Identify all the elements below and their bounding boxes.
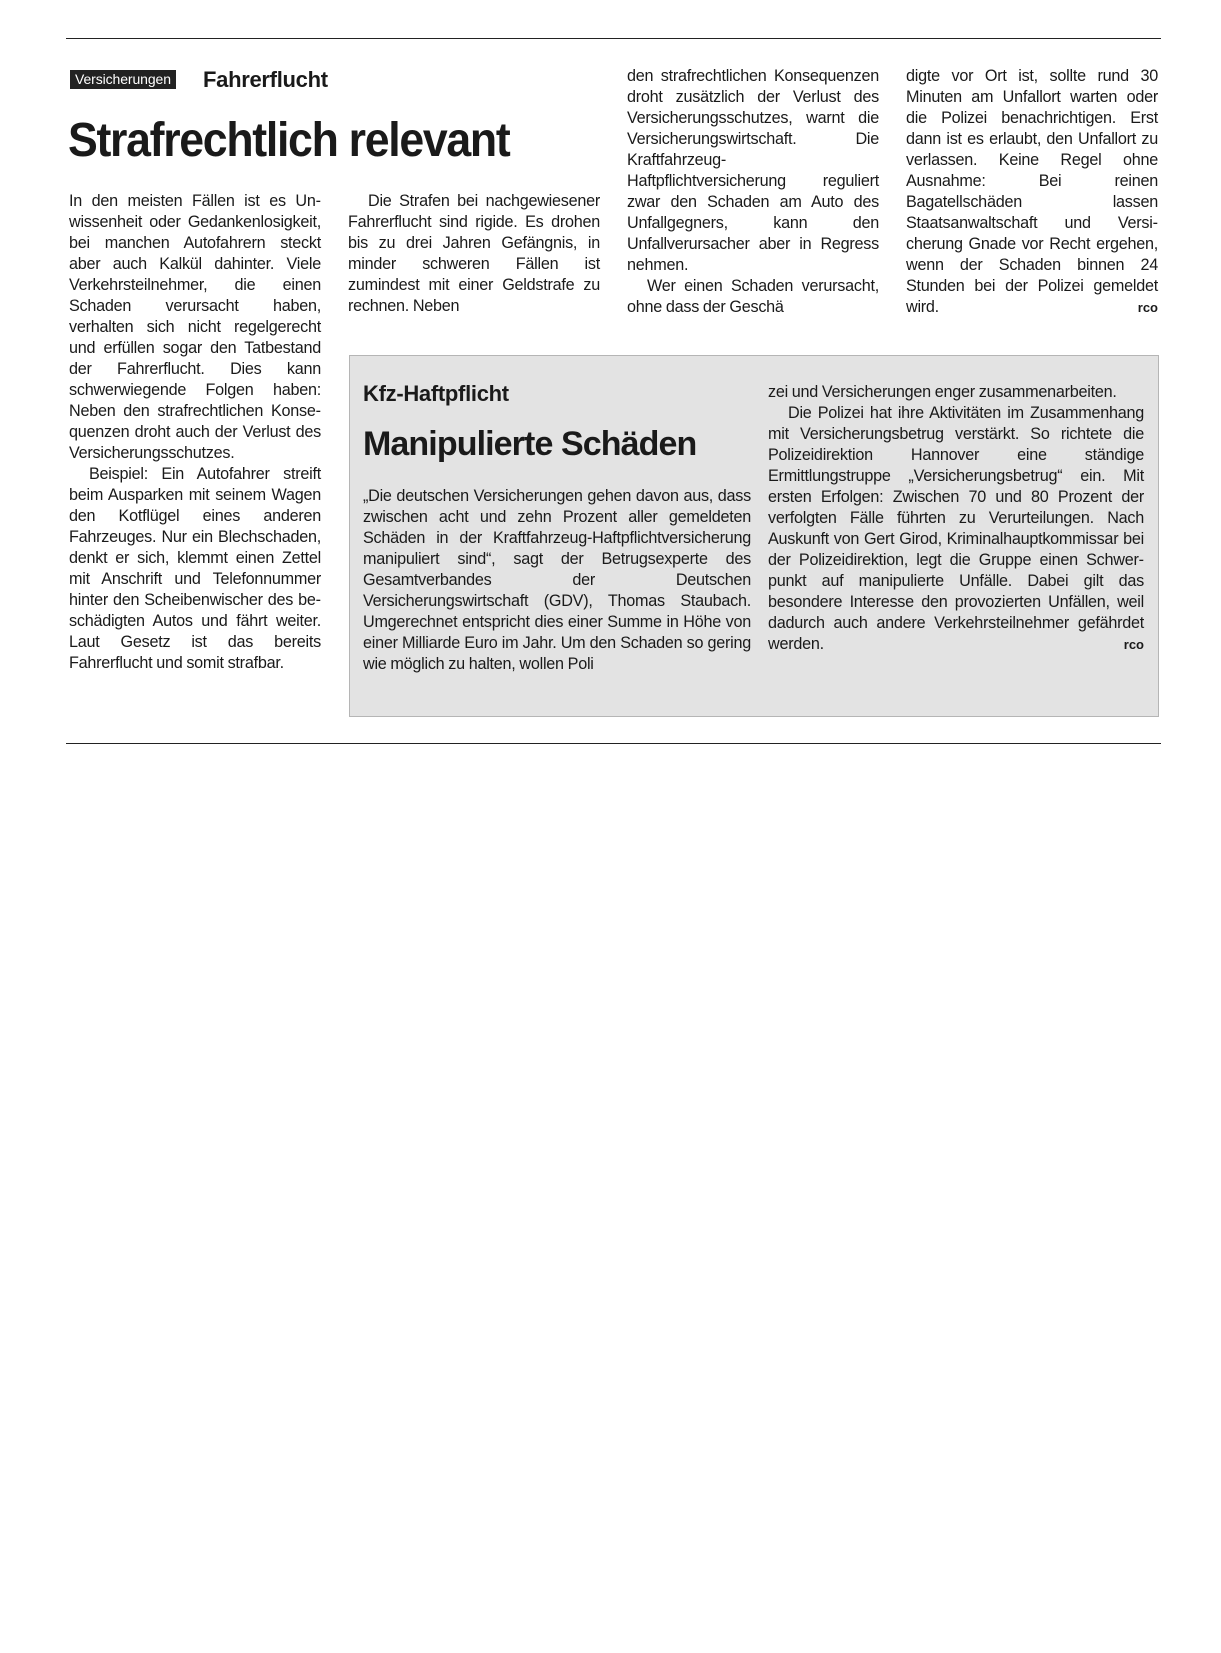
paragraph: Beispiel: Ein Autofahrer streift beim Ausparken mit seinem Wagen den Kotflügel eines anderen Fahrzeuges. Nur ein Blechschaden, denkt er sich, klemmt einen Zettel mit Anschrift und Telefonnummer hinter den Scheibenwischer des beschädigten Autos und fährt weiter. Laut Gesetz ist das bereits Fahrerflucht und somit strafbar.	[69, 465, 321, 672]
box-column-1	[363, 486, 751, 675]
paragraph: den strafrechtlichen Konsequenzen droht zusätzlich der Verlust des Versicherungsschutzes, warnt die Versicherungswirtschaft. Die Kraftfahrzeug-Haftpflichtversicherung reguliert zwar den Schaden am Auto des Unfallgegners, kann den Unfallverursacher aber in Regress nehmen.	[627, 67, 879, 274]
article-column-1	[69, 191, 321, 674]
top-rule	[66, 38, 1161, 39]
paragraph: Wer einen Schaden verursacht, ohne dass der Geschä	[627, 277, 879, 316]
paragraph: In den meisten Fällen ist es Unwissenheit oder Gedankenlosigkeit, bei manchen Autofahrern steckt aber auch Kalkül dahinter. Viele Verkehrsteilnehmer, die einen Schaden verursacht haben, verhalten sich nicht regelgerecht und erfüllen sogar den Tatbestand der Fahrerflucht. Dies kann schwerwiegende Folgen haben: Neben den strafrechtlichen Konsequenzen droht auch der Verlust des Versicherungsschutzes.	[69, 192, 321, 462]
paragraph	[906, 66, 1158, 318]
section-label: Versicherungen	[70, 70, 176, 89]
paragraph-text: digte vor Ort ist, sollte rund 30 Minuten am Unfallort warten oder die Polizei benachrichtigen. Erst dann ist es erlaubt, den Unfallort zu verlassen. Keine Regel ohne Ausnahme: Bei reinen Bagatellschäden lassen Staatsanwaltschaft und Versicherung Gnade vor Recht ergehen, wenn der Schaden binnen 24 Stunden bei der Polizei gemeldet wird.	[906, 67, 1158, 316]
paragraph: „Die deutschen Versicherungen gehen davon aus, dass zwischen acht und zehn Prozent aller gemeldeten Schäden in der Kraftfahrzeug-Haftpflichtversicherung manipuliert sind“, sagt der Betrugsexperte des Gesamtverbandes der Deutschen Versicherungswirtschaft (GDV), Thomas Staubach. Umgerechnet entspricht dies einer Summe in Höhe von einer Milliarde Euro im Jahr. Um den Schaden so gering wie möglich zu halten, wollen Poli	[363, 487, 751, 673]
sidebar-box	[349, 355, 1159, 717]
author-signoff: rco	[1123, 637, 1144, 652]
paragraph	[768, 403, 1144, 655]
article-column-4	[906, 66, 1158, 318]
article-column-3	[627, 66, 879, 318]
box-column-2	[768, 382, 1144, 655]
paragraph: Die Strafen bei nachgewiesener Fahrerflucht sind rigide. Es drohen bis zu drei Jahren Gefängnis, in minder schweren Fällen ist zumindest mit einer Geldstrafe zu rechnen. Neben	[348, 192, 600, 315]
box-kicker: Kfz-Haftpflicht	[363, 381, 509, 406]
paragraph: zei und Versicherungen enger zusammenarbeiten.	[768, 383, 1117, 401]
article-headline: Strafrechtlich relevant	[68, 114, 510, 167]
author-signoff: rco	[1137, 300, 1158, 315]
box-headline: Manipulierte Schäden	[363, 425, 697, 463]
paragraph-text: Die Polizei hat ihre Aktivitäten im Zusammenhang mit Versicherungsbetrug verstärkt. So richtete die Polizeidirektion Hannover eine ständige Ermittlungstruppe „Versicherungsbetrug“ ein. Mit ersten Erfolgen: Zwischen 70 und 80 Prozent der verfolgten Fälle führten zu Verurteilungen. Nach Auskunft von Gert Girod, Kriminalhauptkommissar bei der Polizeidirektion, legt die Gruppe einen Schwerpunkt auf manipulierte Unfälle. Dabei gilt das besondere Interesse den provozierten Unfällen, weil dadurch auch andere Verkehrsteilnehmer gefährdet werden.	[768, 404, 1144, 653]
article-kicker: Fahrerflucht	[203, 67, 328, 92]
bottom-rule	[66, 743, 1161, 744]
article-column-2	[348, 191, 600, 317]
